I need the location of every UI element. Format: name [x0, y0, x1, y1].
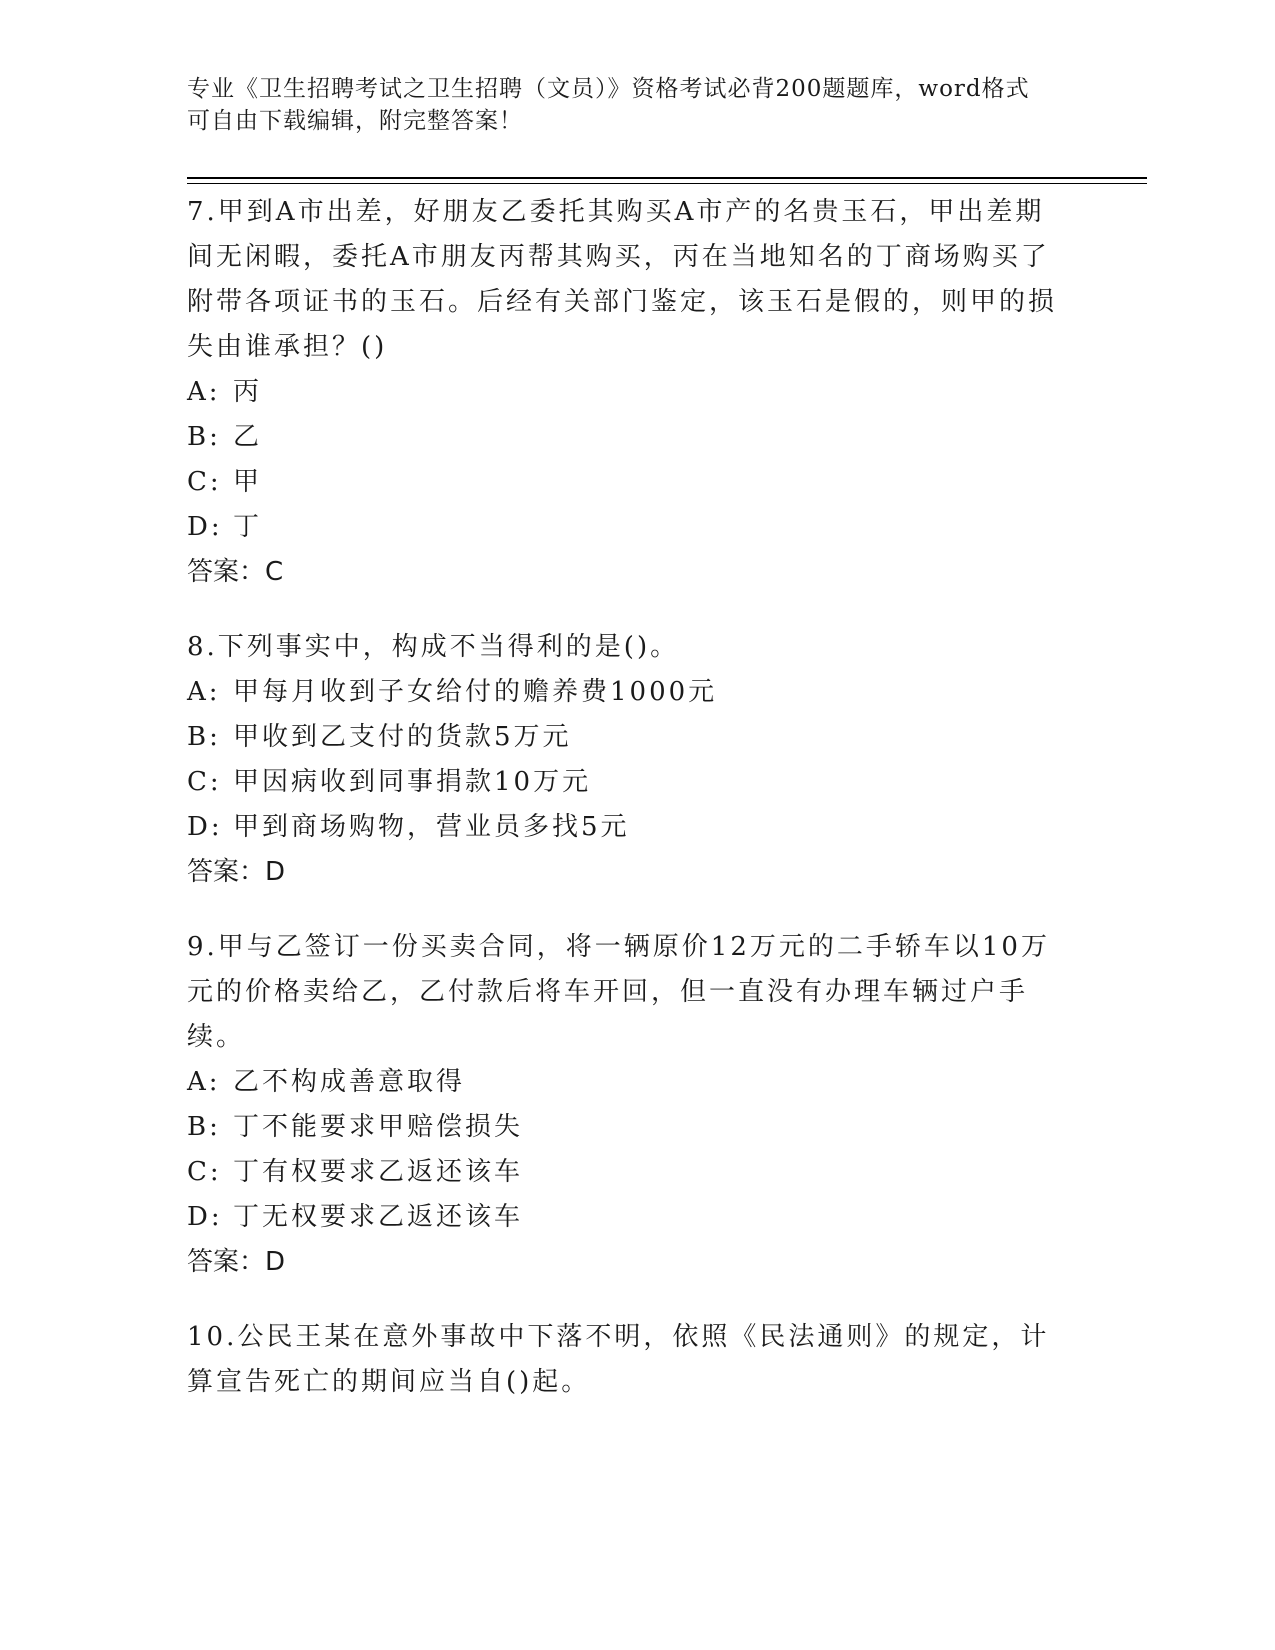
option-text: 乙	[233, 422, 263, 452]
option-a	[187, 670, 1067, 715]
option-text: 甲因病收到同事捐款10万元	[233, 767, 592, 797]
question-item	[187, 925, 1067, 1285]
option-label: B:	[187, 422, 221, 452]
option-label: C:	[187, 467, 222, 497]
answer-line: 答案：D	[187, 1247, 286, 1277]
option-c	[187, 1150, 1067, 1195]
option-d	[187, 505, 1067, 550]
option-a	[187, 1060, 1067, 1105]
question-stem: 7.甲到A市出差，好朋友乙委托其购买A市产的名贵玉石，甲出差期间无闲暇，委托A市朋友丙帮其购买，丙在当地知名的丁商场购买了附带各项证书的玉石。后经有关部门鉴定，该玉石是假的，则甲的损失由谁承担？()	[187, 197, 1058, 362]
option-a	[187, 370, 1067, 415]
question-item	[187, 625, 1067, 895]
option-text: 甲收到乙支付的货款5万元	[233, 722, 572, 752]
option-label: C:	[187, 1157, 222, 1187]
question-stem: 10.公民王某在意外事故中下落不明，依照《民法通则》的规定，计算宣告死亡的期间应当自()起。	[187, 1322, 1050, 1397]
option-text: 丁不能要求甲赔偿损失	[233, 1112, 524, 1142]
option-text: 丁	[233, 512, 263, 542]
option-label: D:	[187, 512, 223, 542]
option-text: 甲每月收到子女给付的赡养费1000元	[233, 677, 718, 707]
answer-line: 答案：D	[187, 857, 286, 887]
question-list	[187, 190, 1067, 1435]
option-b	[187, 415, 1067, 460]
answer-line: 答案：C	[187, 557, 284, 587]
option-c	[187, 460, 1067, 505]
question-item	[187, 1315, 1067, 1405]
option-b	[187, 715, 1067, 760]
option-c	[187, 760, 1067, 805]
option-d	[187, 805, 1067, 850]
option-text: 甲到商场购物，营业员多找5元	[233, 812, 630, 842]
header-divider-thin	[187, 183, 1147, 184]
header-intro-line-1: 专业《卫生招聘考试之卫生招聘（文员）》资格考试必背200题题库，word格式	[187, 76, 1030, 102]
document-header	[187, 73, 1067, 137]
option-text: 甲	[233, 467, 263, 497]
option-label: D:	[187, 1202, 223, 1232]
option-label: D:	[187, 812, 223, 842]
question-stem: 9.甲与乙签订一份买卖合同，将一辆原价12万元的二手轿车以10万元的价格卖给乙，乙付款后将车开回，但一直没有办理车辆过户手续。	[187, 932, 1050, 1052]
question-item	[187, 190, 1067, 595]
option-text: 乙不构成善意取得	[233, 1067, 466, 1097]
option-d	[187, 1195, 1067, 1240]
option-label: A:	[187, 677, 221, 707]
option-text: 丁有权要求乙返还该车	[233, 1157, 524, 1187]
header-divider-thick	[187, 177, 1147, 179]
header-intro-line-2: 可自由下载编辑，附完整答案！	[187, 108, 523, 134]
option-label: C:	[187, 767, 222, 797]
option-text: 丁无权要求乙返还该车	[233, 1202, 524, 1232]
option-b	[187, 1105, 1067, 1150]
option-label: A:	[187, 1067, 221, 1097]
option-text: 丙	[233, 377, 263, 407]
option-label: A:	[187, 377, 221, 407]
option-label: B:	[187, 1112, 221, 1142]
question-stem: 8.下列事实中，构成不当得利的是()。	[187, 632, 680, 662]
option-label: B:	[187, 722, 221, 752]
